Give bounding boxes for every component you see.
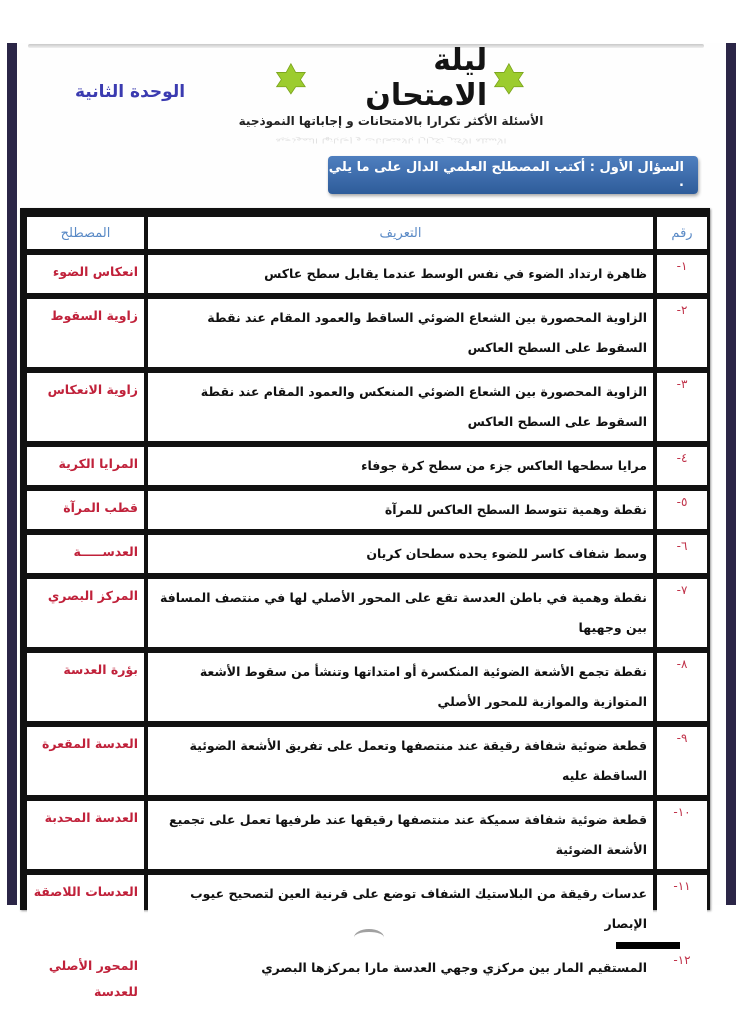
row-term: زاوية الانعكاس (27, 373, 144, 441)
row-term: المركز البصري (27, 579, 144, 647)
table-row (27, 579, 707, 647)
row-term: بؤرة العدسة (27, 653, 144, 721)
row-number: ١٠- (657, 801, 707, 869)
row-number: ١- (657, 255, 707, 293)
page-left-border (7, 43, 17, 905)
row-definition: مرايا سطحها العاكس جزء من سطح كرة جوفاء (148, 447, 653, 485)
row-definition: نقطة وهمية في باطن العدسة تقع على المحور الأصلي لها في منتصف المسافة بين وجهيها (148, 579, 653, 647)
table-header-row (27, 217, 707, 249)
row-term: المحور الأصلي للعدسة (27, 949, 144, 1009)
row-definition: ظاهرة ارتداد الضوء في نفس الوسط عندما يقابل سطح عاكس (148, 255, 653, 293)
row-term: العدسة المحدبة (27, 801, 144, 869)
header-definition: التعريف (148, 217, 653, 249)
partial-circle (354, 929, 384, 946)
row-definition: قطعة ضوئية شفافة رقيقة عند منتصفها وتعمل على تفريق الأشعة الضوئية الساقطة عليه (148, 727, 653, 795)
definitions-table (23, 211, 711, 1015)
row-number: ٤- (657, 447, 707, 485)
question-text: السؤال الأول : أكتب المصطلح العلمي الدال على ما يلي . (328, 160, 684, 190)
row-term: انعكاس الضوء (27, 255, 144, 293)
title-block (275, 43, 525, 113)
star-icon (493, 61, 525, 95)
black-block (616, 942, 680, 949)
subtitle: الأسئلة الأكثر تكرارا بالامتحانات و إجاباتها النموذجية (238, 114, 544, 128)
row-number: ١١- (657, 875, 707, 943)
table-row (27, 535, 707, 573)
row-definition: المستقيم المار بين مركزي وجهي العدسة مارا بمركزها البصري (148, 949, 653, 1009)
table-row (27, 653, 707, 721)
row-definition: قطعة ضوئية شفافة سميكة عند منتصفها رقيقها عند طرفيها تعمل على تجميع الأشعة الضوئية (148, 801, 653, 869)
table-row (27, 491, 707, 529)
row-number: ١٢- (657, 949, 707, 1009)
row-number: ٥- (657, 491, 707, 529)
table-row (27, 299, 707, 367)
row-definition: عدسات رقيقة من البلاستيك الشفاف توضع على قرنية العين لتصحيح عيوب الإبصار (148, 875, 653, 943)
table-row (27, 801, 707, 869)
row-definition: وسط شفاف كاسر للضوء يحده سطحان كريان (148, 535, 653, 573)
row-definition: الزاوية المحصورة بين الشعاع الضوئي المنعكس والعمود المقام عند نقطة السقوط على السطح العاكس (148, 373, 653, 441)
table-row (27, 373, 707, 441)
row-term: العدسة المقعرة (27, 727, 144, 795)
unit-label: الوحدة الثانية (74, 82, 186, 102)
row-number: ٣- (657, 373, 707, 441)
row-term: زاوية السقوط (27, 299, 144, 367)
row-term: العدســـــة (27, 535, 144, 573)
page-title: ليلة الامتحان (365, 43, 488, 113)
row-number: ٦- (657, 535, 707, 573)
table-row (27, 949, 707, 1009)
row-number: ٨- (657, 653, 707, 721)
table-row (27, 255, 707, 293)
subtitle-reflection: الأسئلة الأكثر تكرارا بالامتحانات و إجاباتها النموذجية (275, 136, 507, 145)
header-number: رقم (657, 217, 707, 249)
row-definition: الزاوية المحصورة بين الشعاع الضوئي الساقط والعمود المقام عند نقطة السقوط على السطح العاكس (148, 299, 653, 367)
page-right-border (726, 43, 736, 905)
row-term: المرايا الكرية (27, 447, 144, 485)
star-icon (275, 61, 307, 95)
table-row (27, 727, 707, 795)
row-number: ٧- (657, 579, 707, 647)
question-banner (328, 156, 698, 194)
row-definition: نقطة تجمع الأشعة الضوئية المنكسرة أو امتداتها وتنشأ من سقوط الأشعة المتوازية والموازية للمحور الأصلي (148, 653, 653, 721)
row-number: ٢- (657, 299, 707, 367)
table-row (27, 447, 707, 485)
row-term: العدسات اللاصقة (27, 875, 144, 943)
row-term: قطب المرآة (27, 491, 144, 529)
row-definition: نقطة وهمية تتوسط السطح العاكس للمرآة (148, 491, 653, 529)
row-number: ٩- (657, 727, 707, 795)
header-term: المصطلح (27, 217, 144, 249)
